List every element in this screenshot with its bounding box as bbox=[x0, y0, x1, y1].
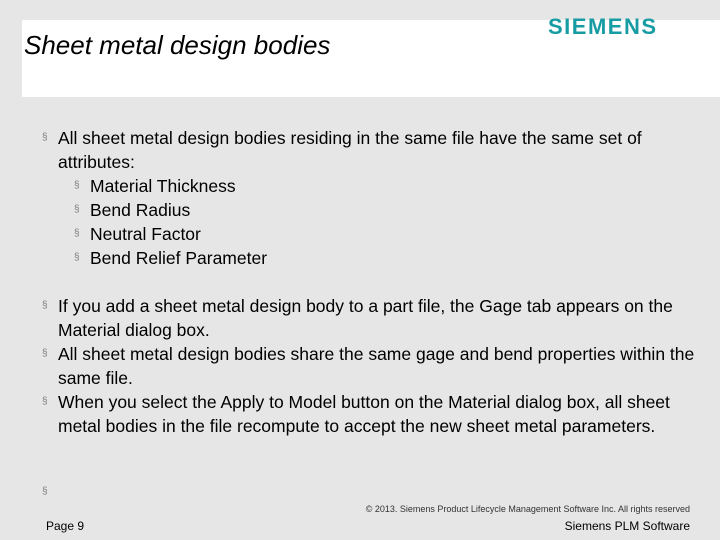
bullet-item bbox=[42, 294, 702, 342]
siemens-logo: SIEMENS bbox=[548, 14, 658, 39]
sub-bullet-item bbox=[42, 174, 702, 198]
company-name: Siemens PLM Software bbox=[564, 519, 690, 533]
bullet-icon: § bbox=[74, 228, 80, 239]
bullet-icon: § bbox=[42, 396, 48, 407]
sub-bullet-item bbox=[42, 198, 702, 222]
bullet-item bbox=[42, 390, 702, 438]
page-number: Page 9 bbox=[46, 519, 85, 533]
bullet-icon: § bbox=[42, 348, 48, 359]
bullet-icon: § bbox=[42, 300, 48, 311]
bullet-item bbox=[42, 126, 702, 174]
sub-bullet-text: Bend Radius bbox=[90, 200, 191, 220]
sub-bullet-item bbox=[42, 222, 702, 246]
bullet-icon: § bbox=[74, 180, 80, 191]
bullet-text: If you add a sheet metal design body to a part file, the Gage tab appears on the Material dialog box. bbox=[58, 296, 673, 340]
slide-title: Sheet metal design bodies bbox=[24, 30, 331, 60]
bullet-text: When you select the Apply to Model button on the Material dialog box, all sheet metal bodies in the file recompute to accept the new sheet metal parameters. bbox=[58, 392, 670, 436]
bullet-icon: § bbox=[74, 252, 80, 263]
sub-bullet-item bbox=[42, 246, 702, 270]
bullet-icon: § bbox=[74, 204, 80, 215]
empty-bullet-icon: § bbox=[42, 486, 48, 497]
slide-body bbox=[42, 126, 702, 438]
bullet-text: All sheet metal design bodies residing in the same file have the same set of attributes: bbox=[58, 128, 642, 172]
copyright-notice: © 2013. Siemens Product Lifecycle Management Software Inc. All rights reserved bbox=[365, 504, 690, 514]
sub-bullet-text: Neutral Factor bbox=[90, 224, 201, 244]
bullet-icon: § bbox=[42, 132, 48, 143]
sub-bullet-text: Bend Relief Parameter bbox=[90, 248, 268, 268]
bullet-text: All sheet metal design bodies share the same gage and bend properties within the same file. bbox=[58, 344, 695, 388]
sub-bullet-text: Material Thickness bbox=[90, 176, 236, 196]
bullet-item bbox=[42, 342, 702, 390]
